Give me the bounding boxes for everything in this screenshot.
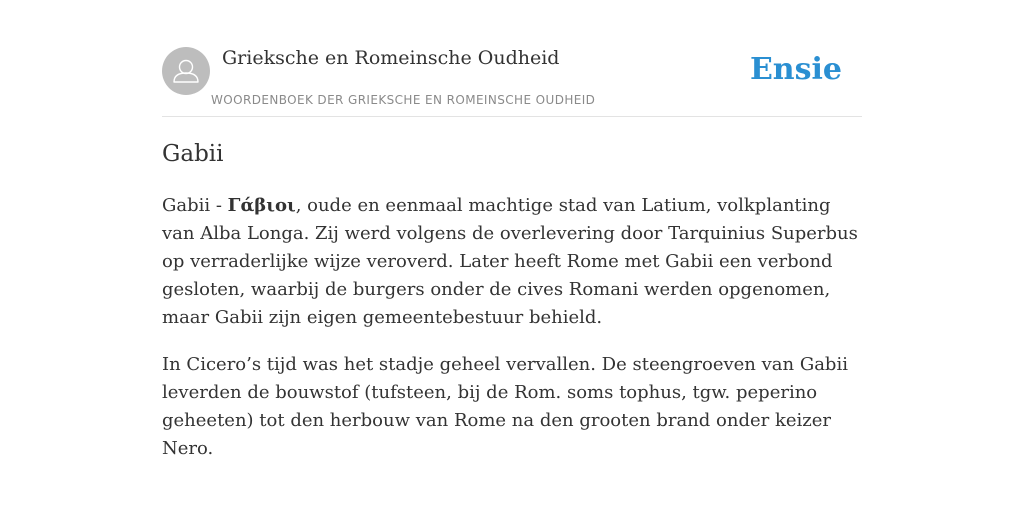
source-title[interactable]: Grieksche en Romeinsche Oudheid	[222, 47, 560, 69]
header	[162, 46, 862, 117]
entry-lead: Gabii -	[162, 195, 228, 216]
avatar[interactable]	[162, 47, 210, 95]
entry-paragraph-1	[162, 192, 862, 332]
brand-logo[interactable]: Ensie	[749, 52, 842, 87]
user-silhouette-icon	[162, 47, 210, 95]
entry-content	[162, 192, 862, 482]
page-title: Gabii	[162, 141, 224, 167]
entry-paragraph-2: In Cicero’s tijd was het stadje geheel vervallen. De steengroeven van Gabii leverden de bouwstof (tufsteen, bij de Rom. soms tophus, tgw. peperino geheeten) tot den herbouw van Rome na den grooten brand onder keizer Nero.	[162, 354, 848, 459]
source-subtitle[interactable]: WOORDENBOEK DER GRIEKSCHE EN ROMEINSCHE OUDHEID	[211, 93, 596, 107]
entry-text: , oude en eenmaal machtige stad van Latium, volkplanting van Alba Longa. Zij werd volgens de overlevering door Tarquinius Superbus op verraderlijke wijze veroverd. Later heeft Rome met Gabii een verbond gesloten, waarbij de burgers onder de cives Romani werden opgenomen, maar Gabii zijn eigen gemeentebestuur behield.	[162, 195, 858, 328]
greek-term: Γάβιοι	[227, 195, 296, 216]
